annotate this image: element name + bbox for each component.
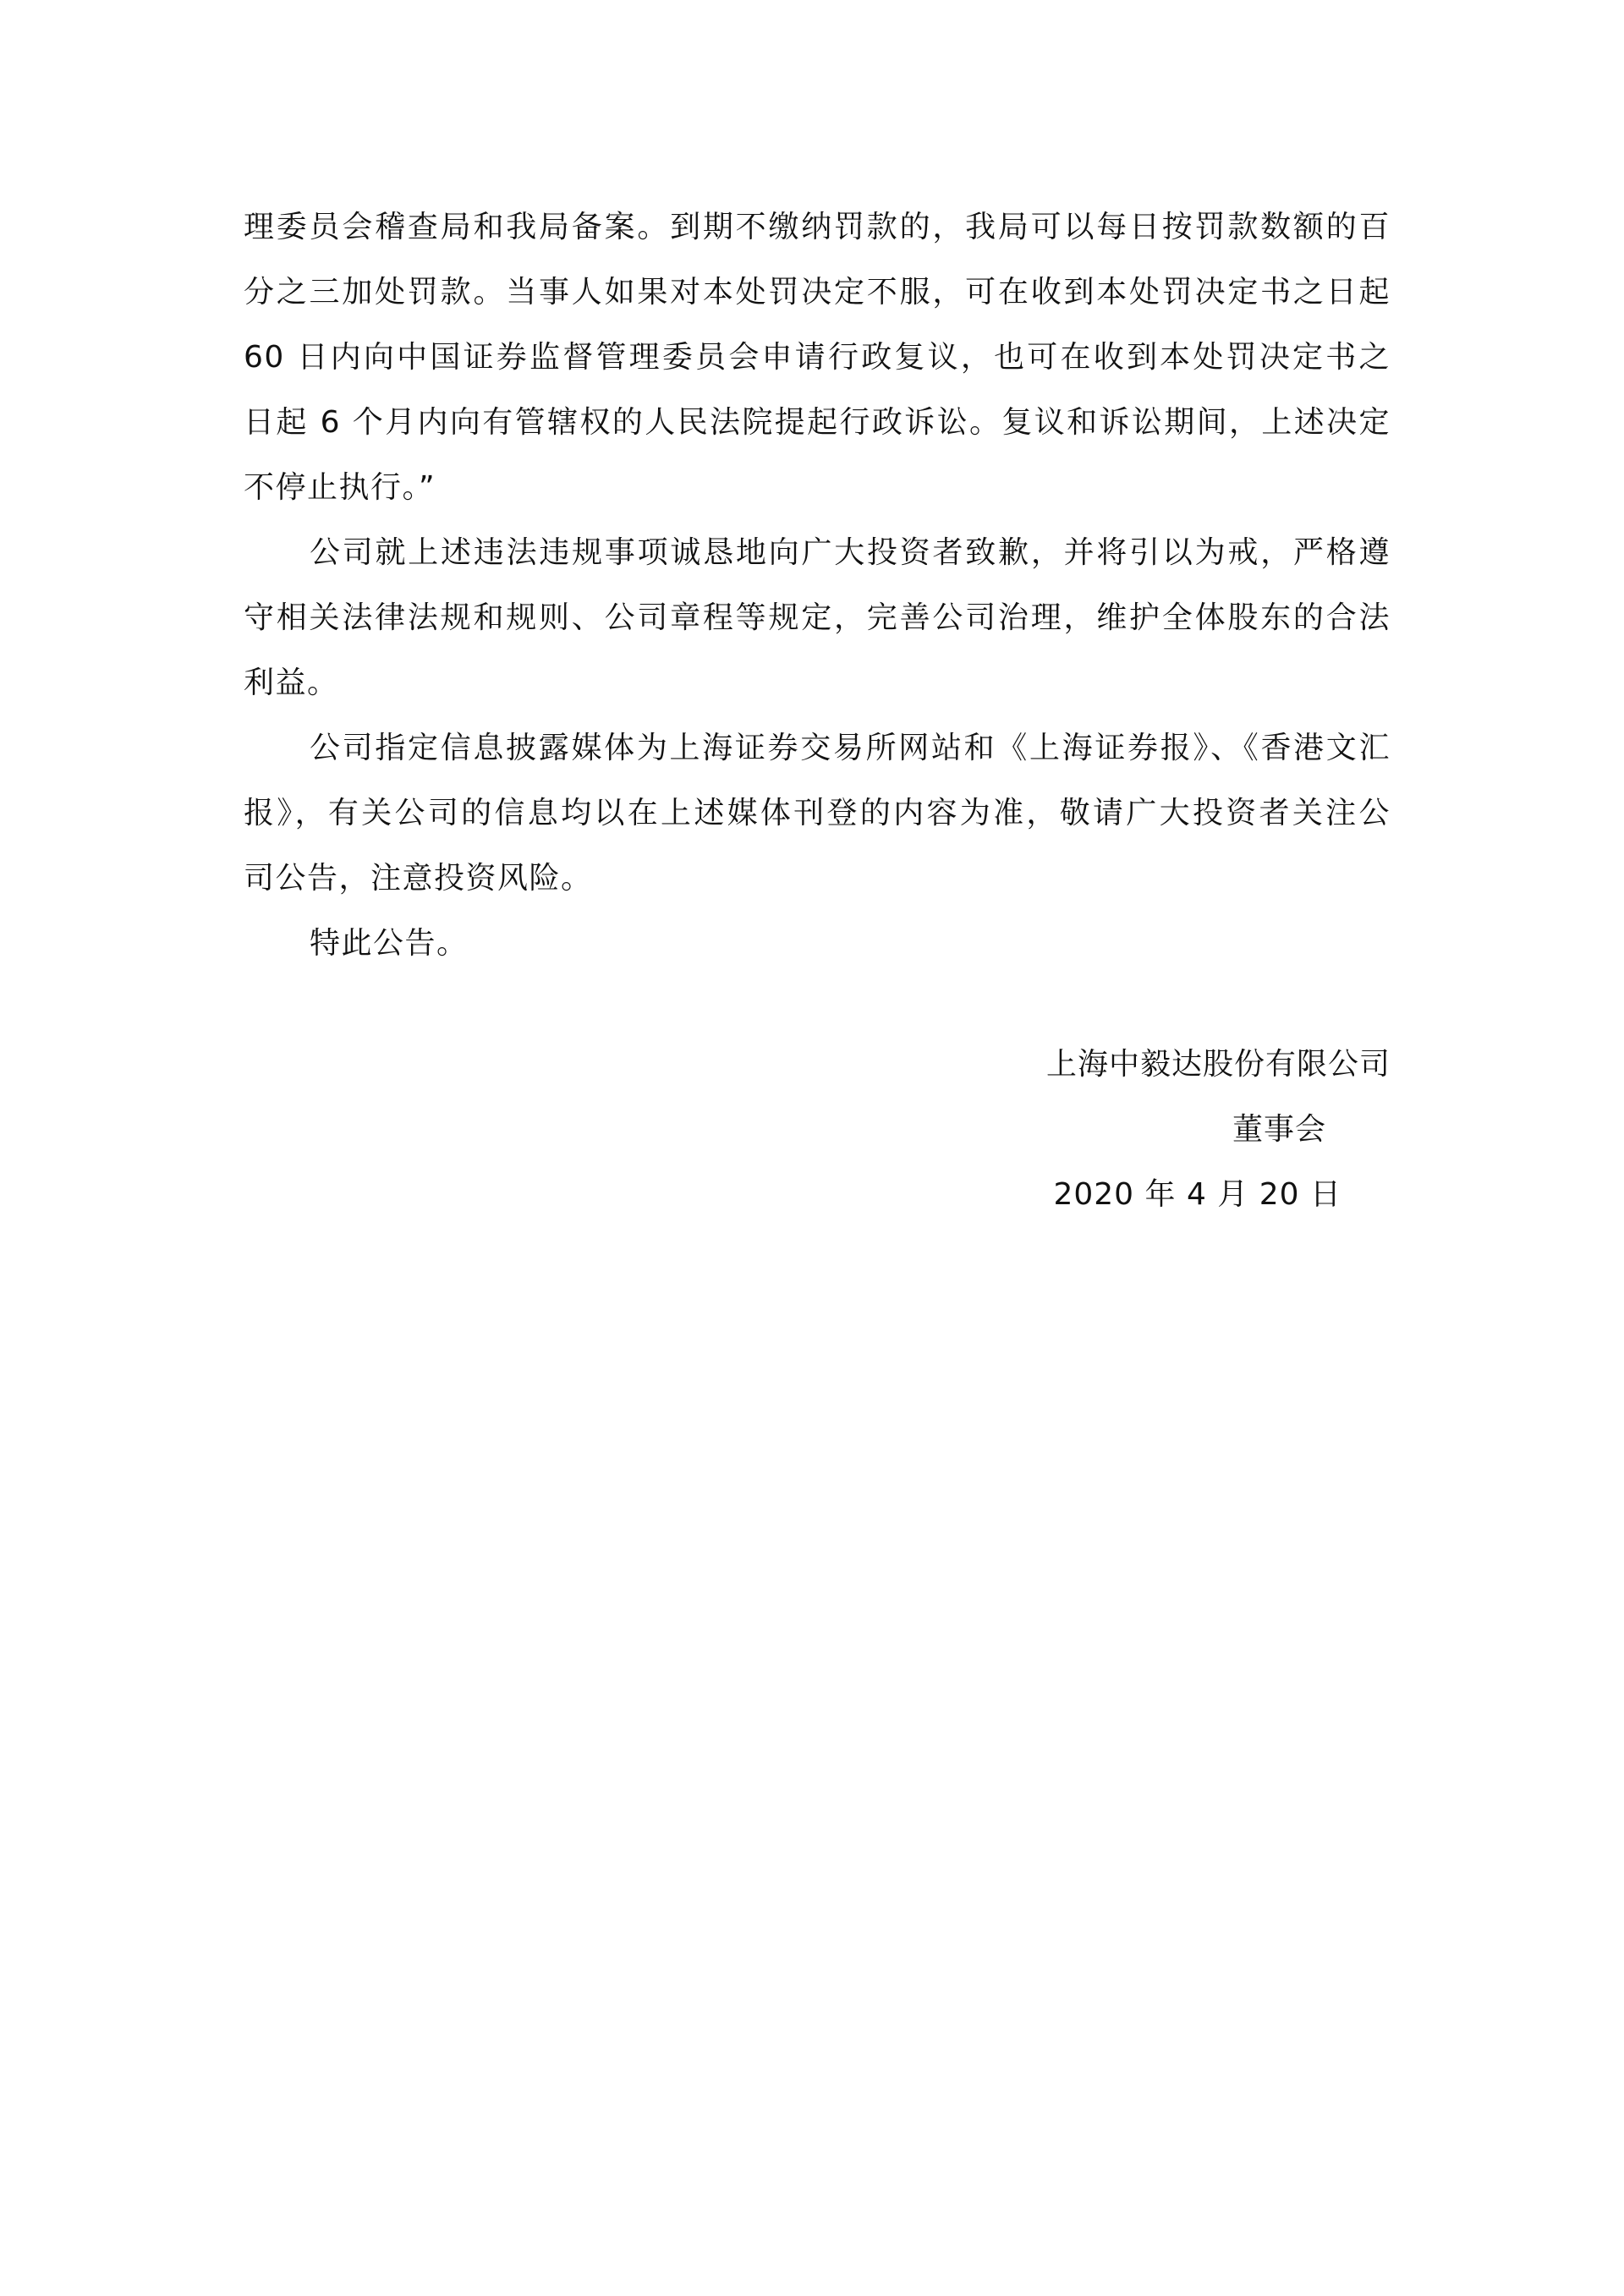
paragraph <box>244 911 1391 976</box>
paragraph-line: 不停止执行。” <box>244 470 436 505</box>
paragraph-line: 公司就上述违法违规事项诚恳地向广大投资者致歉，并将引以为戒，严格遵 <box>310 535 1391 570</box>
announcement-date: 2020 年 4 月 20 日 <box>1053 1177 1341 1212</box>
paragraph-line: 公司指定信息披露媒体为上海证券交易所网站和《上海证券报》、《香港文汇 <box>310 731 1391 765</box>
paragraph-line: 日起 6 个月内向有管辖权的人民法院提起行政诉讼。复议和诉讼期间，上述决定 <box>244 405 1391 440</box>
paragraph-line: 守相关法律法规和规则、公司章程等规定，完善公司治理，维护全体股东的合法 <box>244 600 1391 635</box>
signature-block <box>930 1032 1396 1227</box>
paragraph-line: 报》，有关公司的信息均以在上述媒体刊登的内容为准，敬请广大投资者关注公 <box>244 796 1391 830</box>
paragraph <box>244 195 1391 520</box>
paragraph-line: 理委员会稽查局和我局备案。到期不缴纳罚款的，我局可以每日按罚款数额的百 <box>244 210 1391 244</box>
paragraph-line: 分之三加处罚款。当事人如果对本处罚决定不服，可在收到本处罚决定书之日起 <box>244 275 1391 310</box>
board-name: 董事会 <box>1232 1112 1326 1147</box>
closing-line: 特此公告。 <box>310 926 469 961</box>
paragraph-line: 60 日内向中国证券监督管理委员会申请行政复议，也可在收到本处罚决定书之 <box>244 340 1391 375</box>
paragraph-line: 利益。 <box>244 666 339 700</box>
document-body <box>244 195 1391 976</box>
company-name: 上海中毅达股份有限公司 <box>1045 1047 1391 1082</box>
paragraph <box>244 520 1391 715</box>
paragraph <box>244 715 1391 911</box>
paragraph-line: 司公告，注意投资风险。 <box>244 861 593 896</box>
